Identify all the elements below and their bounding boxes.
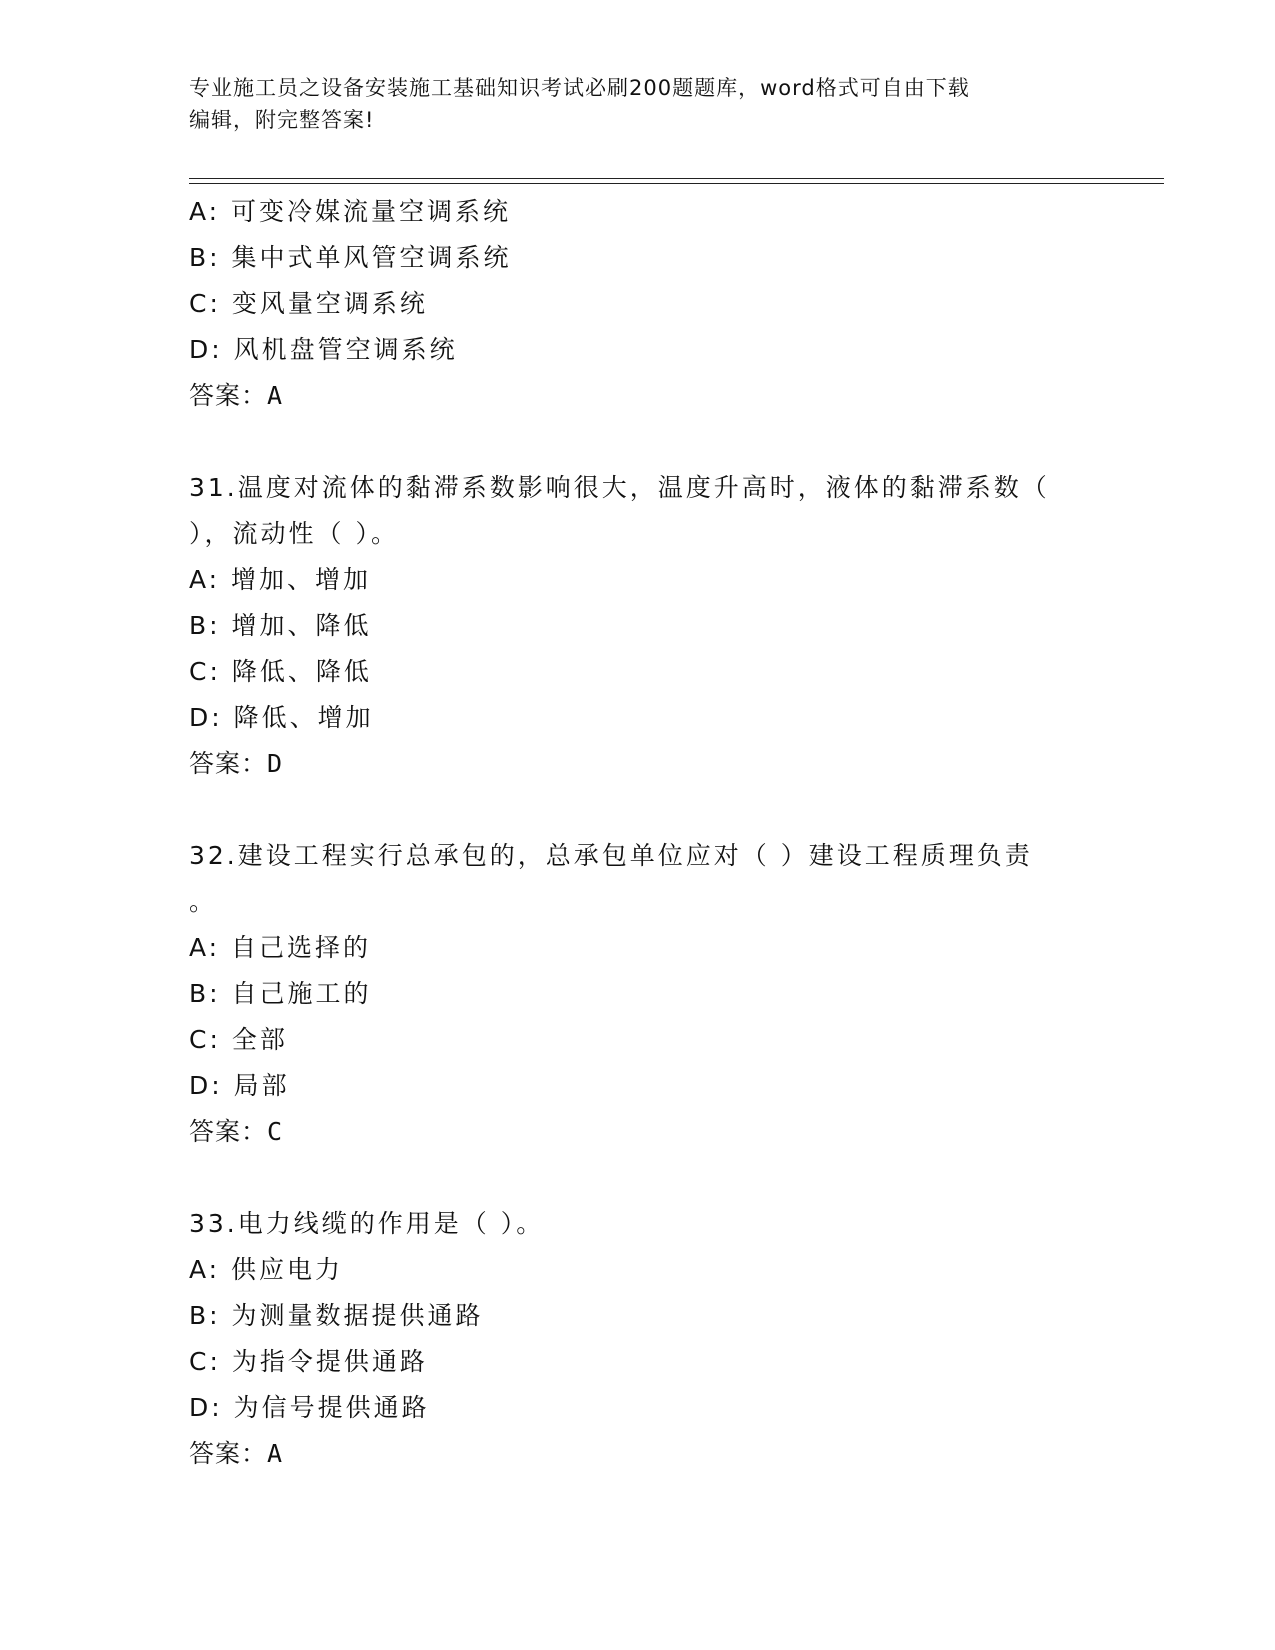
spacer: [189, 419, 1149, 465]
spacer: [189, 787, 1149, 833]
q32-option-a: A: 自己选择的: [189, 933, 372, 962]
q30-answer-value: A: [267, 381, 284, 410]
q33-answer: [189, 1431, 1149, 1477]
q31-option-d: D: 降低、增加: [189, 703, 374, 732]
q32-option-b: B: 自己施工的: [189, 979, 372, 1008]
question-list: [189, 189, 1149, 1477]
q33-option-a: A: 供应电力: [189, 1255, 344, 1284]
q30-option-c: C: 变风量空调系统: [189, 289, 428, 318]
q31-answer-value: D: [267, 749, 284, 778]
header-divider-top: [189, 178, 1164, 179]
question-33: [189, 1201, 1149, 1477]
header-title-line-2: 编辑，附完整答案!: [189, 108, 375, 132]
q32-answer-value: C: [267, 1117, 284, 1146]
q32-option-c: C: 全部: [189, 1025, 288, 1054]
q32-stem-line-2: 。: [189, 887, 218, 916]
spacer: [189, 1155, 1149, 1201]
q30-option-a: A: 可变冷媒流量空调系统: [189, 197, 512, 226]
q33-answer-value: A: [267, 1439, 284, 1468]
q32-answer-label: 答案：: [189, 1117, 268, 1146]
q31-answer: [189, 741, 1149, 787]
question-31: [189, 465, 1149, 787]
q33-stem-line-1: 33.电力线缆的作用是（ ）。: [189, 1209, 545, 1238]
q31-stem-line-1: 31.温度对流体的黏滞系数影响很大，温度升高时，液体的黏滞系数（: [189, 473, 1050, 502]
header-title-line-1: 专业施工员之设备安装施工基础知识考试必刷200题题库，word格式可自由下载: [189, 76, 970, 100]
q32-option-d: D: 局部: [189, 1071, 290, 1100]
q31-option-c: C: 降低、降低: [189, 657, 372, 686]
q33-option-d: D: 为信号提供通路: [189, 1393, 430, 1422]
question-30: [189, 189, 1149, 419]
question-32: [189, 833, 1149, 1155]
q31-option-a: A: 增加、增加: [189, 565, 372, 594]
q33-answer-label: 答案：: [189, 1439, 268, 1468]
q30-option-d: D: 风机盘管空调系统: [189, 335, 458, 364]
q33-option-b: B: 为测量数据提供通路: [189, 1301, 484, 1330]
q32-stem-line-1: 32.建设工程实行总承包的，总承包单位应对（ ）建设工程质理负责: [189, 841, 1033, 870]
q30-answer-label: 答案：: [189, 381, 268, 410]
header-divider-bottom: [189, 183, 1164, 184]
q31-stem-line-2: ），流动性（ ）。: [189, 519, 399, 548]
q30-option-b: B: 集中式单风管空调系统: [189, 243, 512, 272]
document-header: [189, 72, 1089, 136]
q32-answer: [189, 1109, 1149, 1155]
q31-answer-label: 答案：: [189, 749, 268, 778]
q30-answer: [189, 373, 1149, 419]
q31-option-b: B: 增加、降低: [189, 611, 372, 640]
q33-option-c: C: 为指令提供通路: [189, 1347, 428, 1376]
